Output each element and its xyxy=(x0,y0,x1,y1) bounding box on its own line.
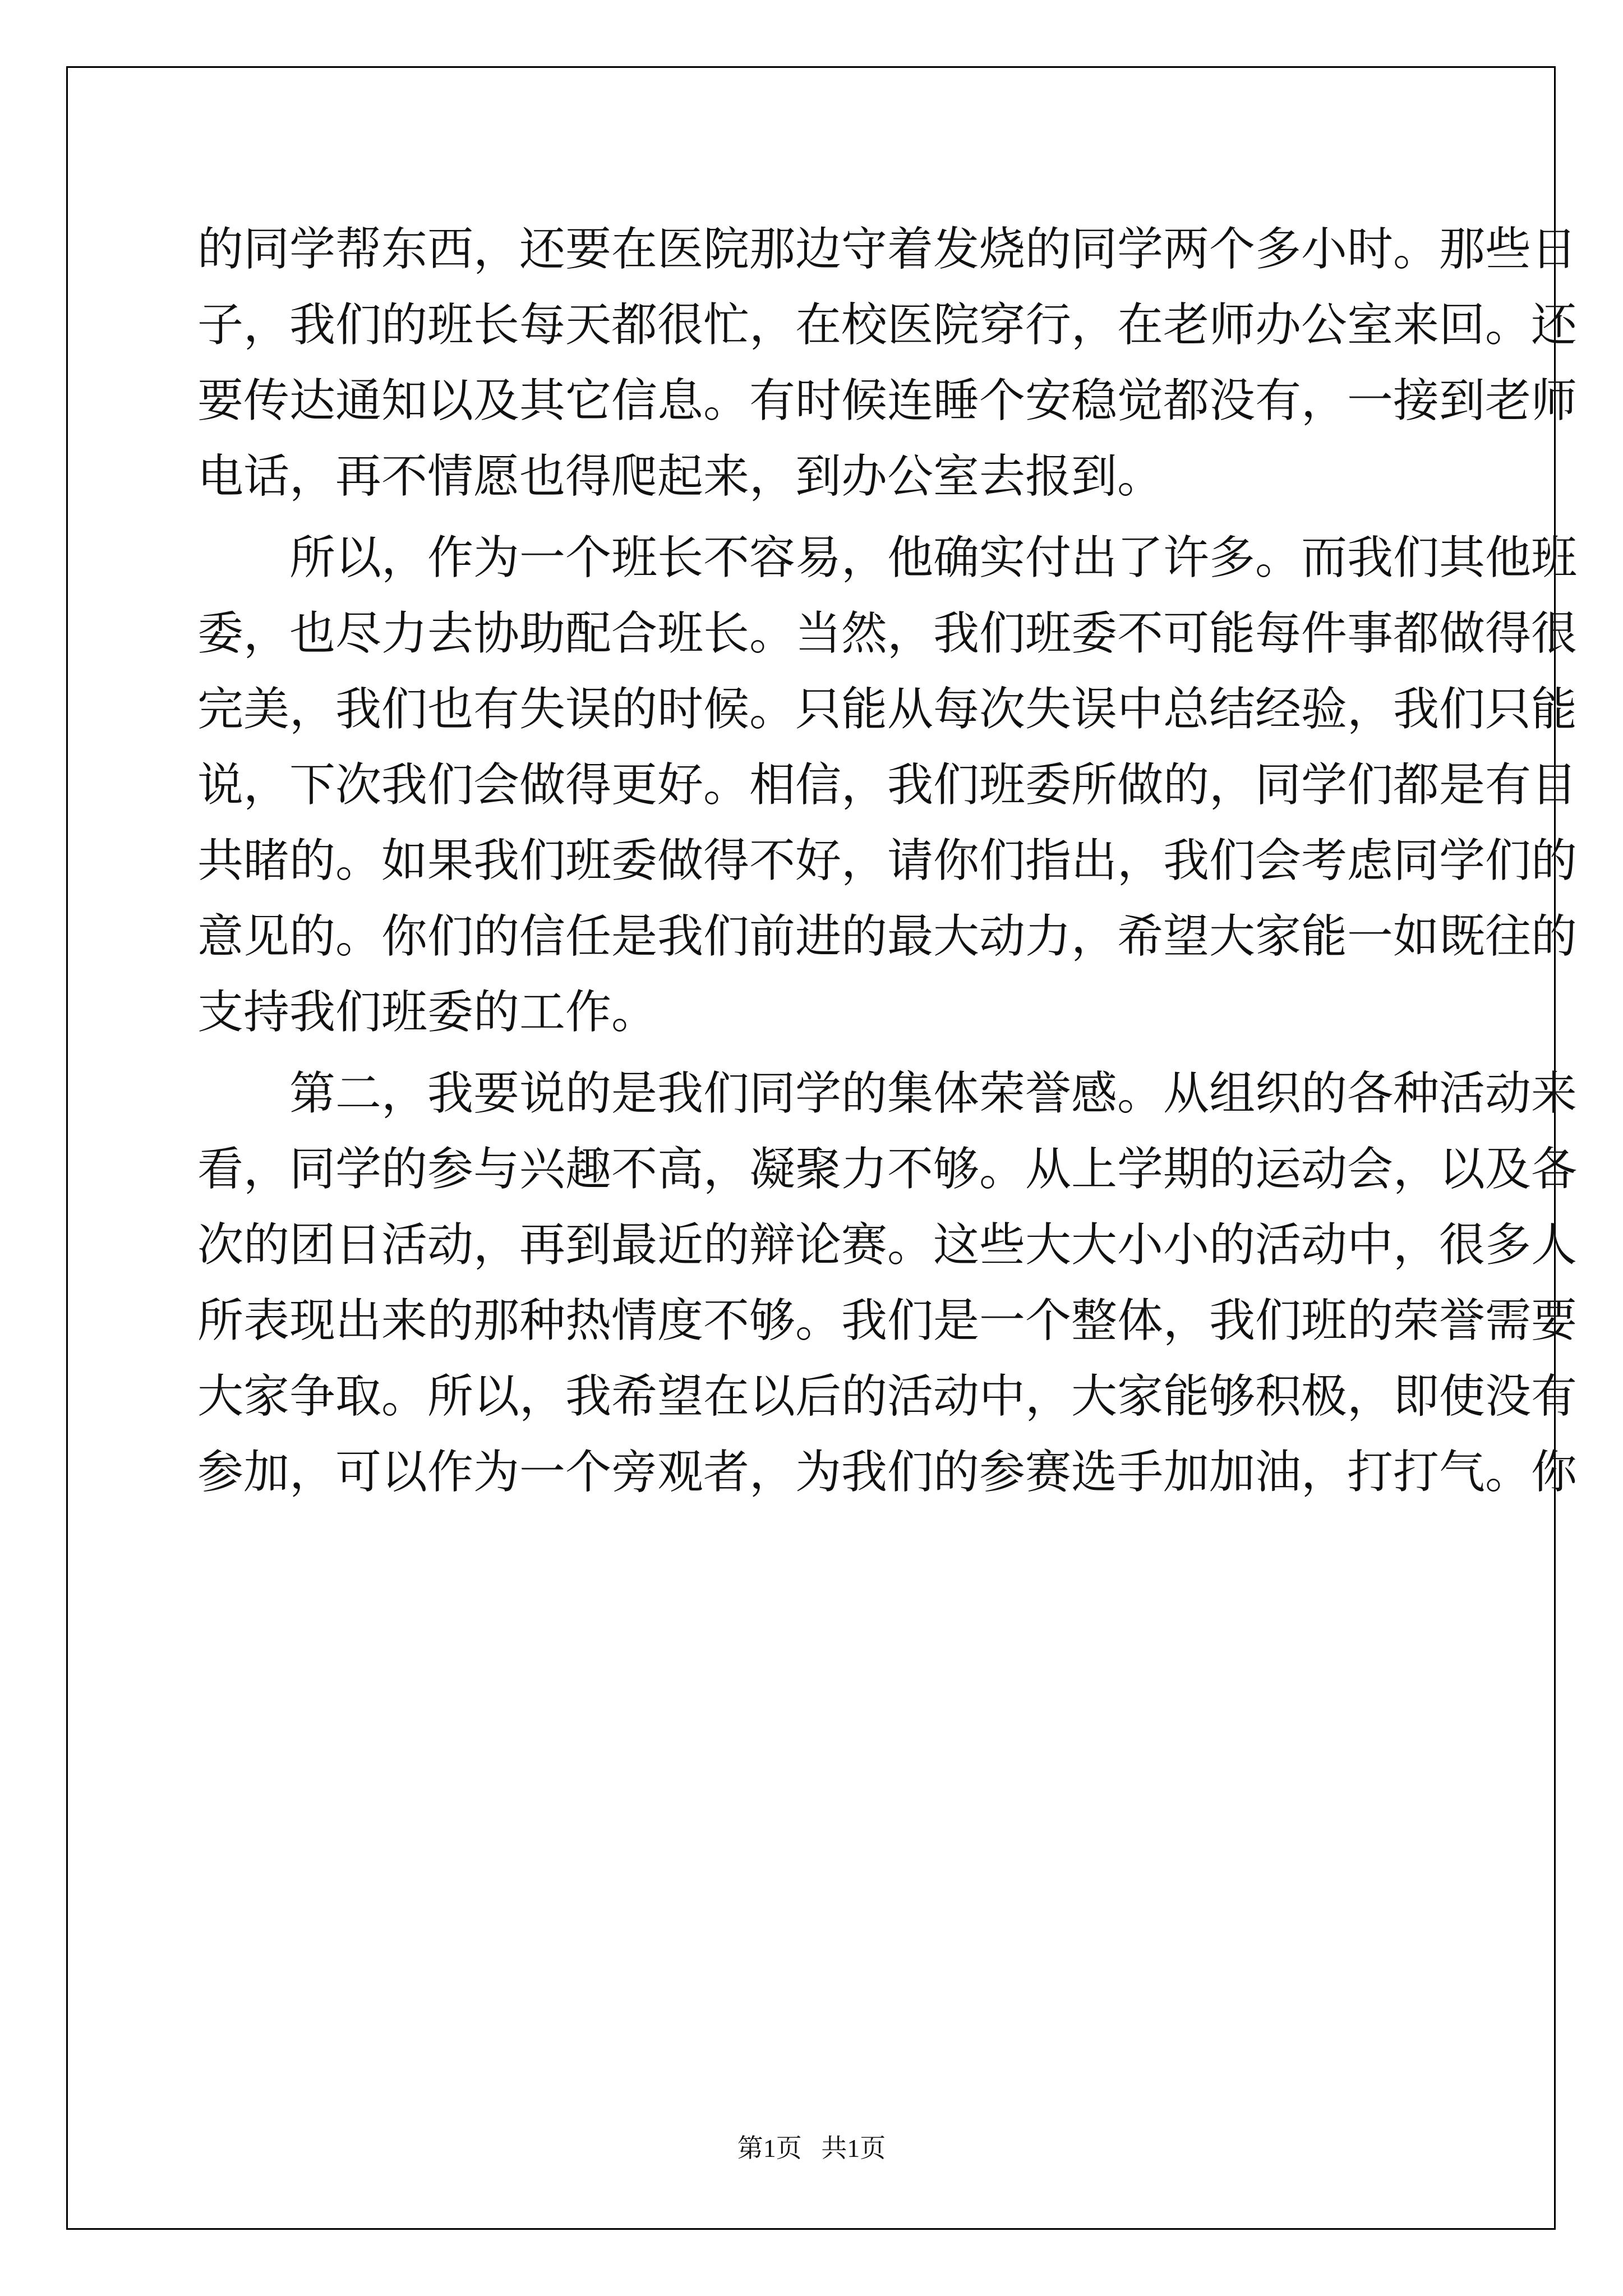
body-text-line: 参加，可以作为一个旁观者，为我们的参赛选手加加油，打打气。你 xyxy=(197,1446,1578,1499)
body-text-line: 所以，作为一个班长不容易，他确实付出了许多。而我们其他班 xyxy=(289,531,1578,585)
body-text-line: 看，同学的参与兴趣不高，凝聚力不够。从上学期的运动会，以及各 xyxy=(197,1143,1578,1196)
page-number-footer: 第1页 共1页 xyxy=(737,2134,886,2162)
body-text-line: 意见的。你们的信任是我们前进的最大动力，希望大家能一如既往的 xyxy=(197,910,1578,963)
body-text-line: 共睹的。如果我们班委做得不好，请你们指出，我们会考虑同学们的 xyxy=(197,834,1578,887)
body-text-line: 的同学帮东西，还要在医院那边守着发烧的同学两个多小时。那些日 xyxy=(197,223,1578,276)
body-text-line: 所表现出来的那种热情度不够。我们是一个整体，我们班的荣誉需要 xyxy=(197,1294,1578,1347)
body-text-line: 第二，我要说的是我们同学的集体荣誉感。从组织的各种活动来 xyxy=(289,1067,1578,1120)
body-text-line: 说，下次我们会做得更好。相信，我们班委所做的，同学们都是有目 xyxy=(197,758,1578,812)
body-text-line: 子，我们的班长每天都很忙，在校医院穿行，在老师办公室来回。还 xyxy=(197,298,1578,352)
body-text-line: 完美，我们也有失误的时候。只能从每次失误中总结经验，我们只能 xyxy=(197,683,1578,736)
body-text-line: 大家争取。所以，我希望在以后的活动中，大家能够积极，即使没有 xyxy=(197,1370,1578,1423)
body-text-line: 要传达通知以及其它信息。有时候连睡个安稳觉都没有，一接到老师 xyxy=(197,374,1578,427)
body-text-line: 支持我们班委的工作。 xyxy=(197,986,658,1039)
body-text-line: 委，也尽力去协助配合班长。当然，我们班委不可能每件事都做得很 xyxy=(197,607,1578,660)
body-text-line: 次的团日活动，再到最近的辩论赛。这些大大小小的活动中，很多人 xyxy=(197,1218,1578,1272)
body-text-line: 电话，再不情愿也得爬起来，到办公室去报到。 xyxy=(197,450,1164,503)
